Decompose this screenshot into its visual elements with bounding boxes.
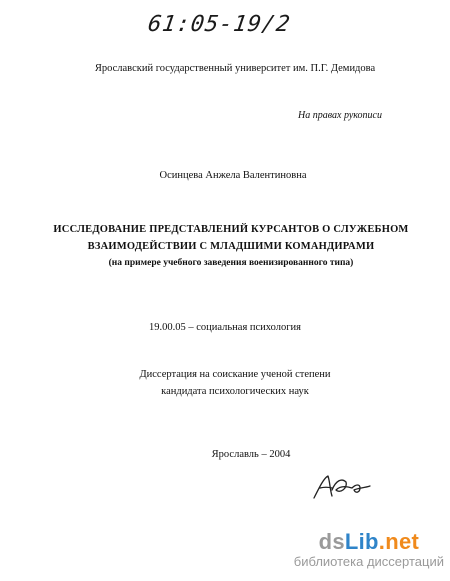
manuscript-note: На правах рукописи	[298, 110, 382, 121]
author-name: Осинцева Анжела Валентиновна	[159, 170, 307, 181]
degree-line-1: Диссертация на соискание ученой степени	[139, 369, 331, 380]
university-name: Ярославский государственный университет им. П.Г. Демидова	[94, 63, 376, 74]
dslib-watermark	[294, 530, 444, 569]
subtitle: (на примере учебного заведения военизированного типа)	[108, 258, 354, 268]
degree-line-2: кандидата психологических наук	[161, 386, 309, 397]
specialty: 19.00.05 – социальная психология	[148, 322, 302, 333]
dslib-logo: dsLib.net	[318, 529, 420, 554]
watermark-caption: библиотека диссертаций	[293, 554, 444, 569]
archive-code: 61:05-19/2	[146, 12, 293, 37]
title-line-2: ВЗАИМОДЕЙСТВИИ С МЛАДШИМИ КОМАНДИРАМИ	[87, 241, 375, 252]
city-year: Ярославль – 2004	[211, 449, 291, 460]
signature-image	[310, 472, 374, 507]
title-line-1: ИССЛЕДОВАНИЕ ПРЕДСТАВЛЕНИЙ КУРСАНТОВ О СЛУЖЕБНОМ	[53, 224, 409, 235]
